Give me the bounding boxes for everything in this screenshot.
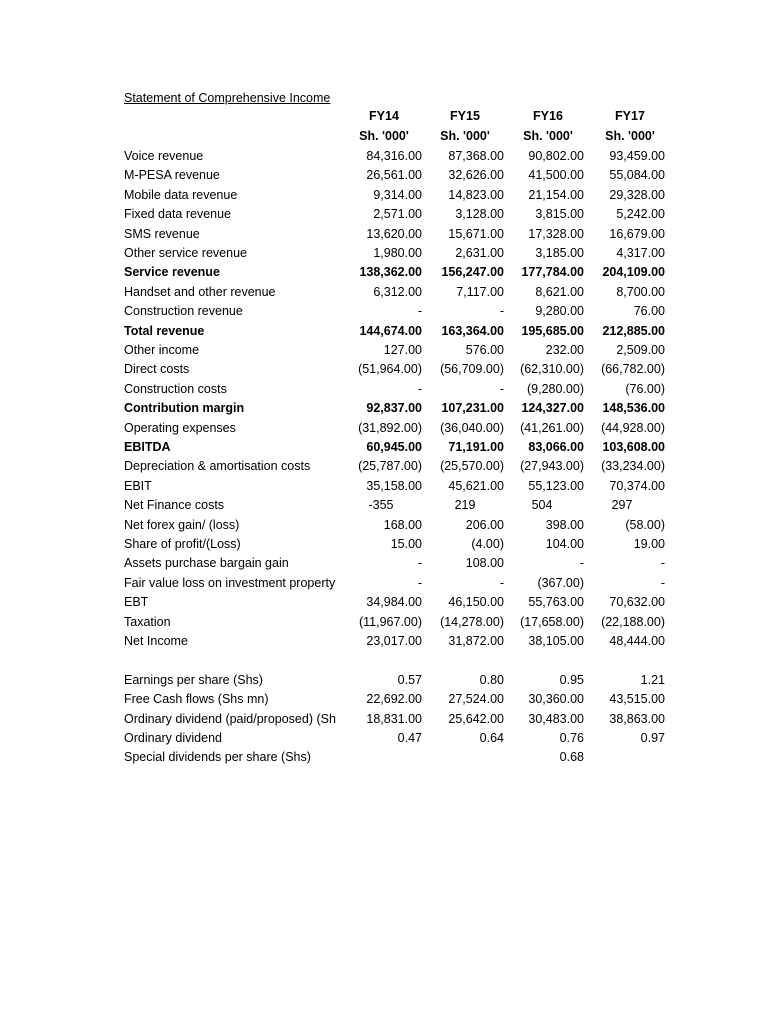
value-cell: 22,692.00 xyxy=(366,692,422,707)
row-label: Free Cash flows (Shs mn) xyxy=(124,692,269,707)
value-cell: 55,763.00 xyxy=(528,595,584,610)
value-cell: - xyxy=(660,575,665,590)
table-row xyxy=(0,574,768,593)
table-row xyxy=(0,671,768,690)
row-label: Service revenue xyxy=(124,265,220,280)
row-label: Special dividends per share (Shs) xyxy=(124,750,311,765)
value-cell: (76.00) xyxy=(625,381,665,396)
table-row xyxy=(0,147,768,166)
row-label: Earnings per share (Shs) xyxy=(124,672,263,687)
value-cell: 15.00 xyxy=(390,537,422,551)
row-label: Net Income xyxy=(124,634,188,648)
table-row xyxy=(0,244,768,263)
value-cell: (36,040.00) xyxy=(440,420,504,435)
value-cell: 55,123.00 xyxy=(528,478,584,493)
value-cell: 8,621.00 xyxy=(535,284,584,299)
value-cell: 219 xyxy=(454,498,476,513)
row-label: Construction costs xyxy=(124,381,227,396)
value-cell: 0.68 xyxy=(559,750,584,765)
year-header-row xyxy=(0,107,768,126)
value-cell: 138,362.00 xyxy=(359,265,422,280)
row-label: Other income xyxy=(124,343,200,357)
value-cell: 21,154.00 xyxy=(528,187,584,202)
value-cell: 163,364.00 xyxy=(441,323,504,338)
value-cell: 38,105.00 xyxy=(528,634,584,648)
value-cell: 83,066.00 xyxy=(528,440,584,454)
row-label: Share of profit/(Loss) xyxy=(124,537,241,551)
table-row xyxy=(0,613,768,632)
row-label: Construction revenue xyxy=(124,304,243,319)
value-cell: 104.00 xyxy=(545,537,584,551)
value-cell: 1.21 xyxy=(640,672,665,687)
value-cell: 177,784.00 xyxy=(521,265,584,280)
value-cell: 14,823.00 xyxy=(448,187,504,202)
value-cell: (14,278.00) xyxy=(440,614,504,629)
year-header: FY14 xyxy=(369,109,399,123)
value-cell: 168.00 xyxy=(383,517,422,532)
value-cell: 204,109.00 xyxy=(602,265,665,280)
value-cell: 8,700.00 xyxy=(616,284,665,299)
value-cell: (31,892.00) xyxy=(358,420,422,435)
value-cell: 15,671.00 xyxy=(448,226,504,241)
value-cell: 13,620.00 xyxy=(366,226,422,241)
row-label: Other service revenue xyxy=(124,246,247,260)
value-cell: (66,782.00) xyxy=(601,362,665,377)
table-row xyxy=(0,322,768,341)
table-row xyxy=(0,554,768,573)
value-cell: 0.80 xyxy=(479,672,504,687)
value-cell: 0.47 xyxy=(397,731,422,745)
table-row xyxy=(0,263,768,282)
value-cell: 297 xyxy=(611,498,633,513)
value-cell: 48,444.00 xyxy=(609,634,665,648)
row-label: Fair value loss on investment property xyxy=(124,575,336,590)
value-cell: 34,984.00 xyxy=(366,595,422,610)
value-cell: 46,150.00 xyxy=(448,595,504,610)
table-row xyxy=(0,457,768,476)
row-label: Total revenue xyxy=(124,323,205,338)
table-row xyxy=(0,690,768,709)
row-label: Mobile data revenue xyxy=(124,187,238,202)
value-cell: 5,242.00 xyxy=(616,207,665,222)
value-cell: 90,802.00 xyxy=(528,149,584,163)
unit-header: Sh. '000' xyxy=(605,129,655,143)
table-row xyxy=(0,283,768,302)
value-cell: 19.00 xyxy=(633,537,665,551)
row-label: Depreciation & amortisation costs xyxy=(124,459,311,474)
value-cell: 17,328.00 xyxy=(528,226,584,241)
table-row xyxy=(0,302,768,321)
value-cell: 9,314.00 xyxy=(373,187,422,202)
value-cell: 70,374.00 xyxy=(609,478,665,493)
row-label: Taxation xyxy=(124,614,171,629)
value-cell: (17,658.00) xyxy=(520,614,584,629)
value-cell: (41,261.00) xyxy=(520,420,584,435)
value-cell: 2,571.00 xyxy=(373,207,422,222)
value-cell: 23,017.00 xyxy=(366,634,422,648)
value-cell: (25,787.00) xyxy=(358,459,422,474)
table-row xyxy=(0,496,768,515)
statement-title: Statement of Comprehensive Income xyxy=(124,91,331,105)
spacer-row xyxy=(0,651,768,670)
value-cell: (9,280.00) xyxy=(527,381,584,396)
row-label: Contribution margin xyxy=(124,401,245,416)
value-cell: (56,709.00) xyxy=(440,362,504,377)
table-row xyxy=(0,516,768,535)
value-cell: - xyxy=(417,304,422,319)
value-cell: 27,524.00 xyxy=(448,692,504,707)
value-cell: 70,632.00 xyxy=(609,595,665,610)
row-label: EBIT xyxy=(124,478,152,493)
value-cell: 38,863.00 xyxy=(609,711,665,726)
table-row xyxy=(0,632,768,651)
table-row xyxy=(0,535,768,554)
value-cell: - xyxy=(660,556,665,571)
row-label: EBT xyxy=(124,595,149,610)
value-cell: 107,231.00 xyxy=(441,401,504,416)
row-label: Ordinary dividend (paid/proposed) (Sh xyxy=(124,711,336,726)
year-header: FY15 xyxy=(450,109,480,123)
row-label: EBITDA xyxy=(124,440,171,454)
table-row xyxy=(0,593,768,612)
value-cell: 9,280.00 xyxy=(535,304,584,319)
value-cell: 124,327.00 xyxy=(521,401,584,416)
value-cell: 84,316.00 xyxy=(366,149,422,163)
year-header: FY17 xyxy=(615,109,645,123)
value-cell: 92,837.00 xyxy=(366,401,422,416)
value-cell: 0.95 xyxy=(559,672,584,687)
value-cell: (27,943.00) xyxy=(520,459,584,474)
table-row xyxy=(0,186,768,205)
value-cell: (51,964.00) xyxy=(358,362,422,377)
value-cell: 71,191.00 xyxy=(448,440,504,454)
value-cell: 3,815.00 xyxy=(535,207,584,222)
value-cell: 144,674.00 xyxy=(359,323,422,338)
value-cell: 6,312.00 xyxy=(373,284,422,299)
value-cell: (25,570.00) xyxy=(440,459,504,474)
value-cell: 108.00 xyxy=(465,556,504,571)
value-cell: 45,621.00 xyxy=(448,478,504,493)
unit-header: Sh. '000' xyxy=(440,129,490,143)
value-cell: (44,928.00) xyxy=(601,420,665,435)
value-cell: 30,483.00 xyxy=(528,711,584,726)
value-cell: 41,500.00 xyxy=(528,168,584,183)
row-label: Net Finance costs xyxy=(124,498,225,513)
value-cell: 87,368.00 xyxy=(448,149,504,163)
unit-header: Sh. '000' xyxy=(359,129,409,143)
value-cell: 195,685.00 xyxy=(521,323,584,338)
value-cell: 29,328.00 xyxy=(609,187,665,202)
table-row xyxy=(0,166,768,185)
value-cell: - xyxy=(579,556,584,571)
value-cell: 25,642.00 xyxy=(448,711,504,726)
table-row xyxy=(0,477,768,496)
value-cell: 76.00 xyxy=(633,304,665,319)
value-cell: 156,247.00 xyxy=(441,265,504,280)
value-cell: 31,872.00 xyxy=(448,634,504,648)
row-label: Assets purchase bargain gain xyxy=(124,556,289,571)
value-cell: - xyxy=(417,556,422,571)
value-cell: 398.00 xyxy=(545,517,584,532)
table-row xyxy=(0,360,768,379)
row-label: Voice revenue xyxy=(124,149,204,163)
value-cell: 2,631.00 xyxy=(455,246,504,260)
value-cell: 2,509.00 xyxy=(616,343,665,357)
value-cell: (11,967.00) xyxy=(358,614,422,629)
value-cell: 504 xyxy=(531,498,553,513)
value-cell: 148,536.00 xyxy=(602,401,665,416)
value-cell: 0.97 xyxy=(640,731,665,745)
table-row xyxy=(0,710,768,729)
value-cell: - xyxy=(499,575,504,590)
value-cell: 206.00 xyxy=(465,517,504,532)
value-cell: 212,885.00 xyxy=(602,323,665,338)
value-cell: 32,626.00 xyxy=(448,168,504,183)
table-row xyxy=(0,419,768,438)
value-cell: 93,459.00 xyxy=(609,149,665,163)
value-cell: 0.64 xyxy=(479,731,504,745)
value-cell: 232.00 xyxy=(545,343,584,357)
value-cell: 18,831.00 xyxy=(366,711,422,726)
value-cell: (33,234.00) xyxy=(601,459,665,474)
value-cell: (367.00) xyxy=(537,575,584,590)
value-cell: - xyxy=(499,381,504,396)
value-cell: (62,310.00) xyxy=(520,362,584,377)
unit-header: Sh. '000' xyxy=(523,129,573,143)
value-cell: 1,980.00 xyxy=(373,246,422,260)
table-row xyxy=(0,399,768,418)
row-label: Direct costs xyxy=(124,362,190,377)
unit-header-row xyxy=(0,127,768,146)
value-cell: 55,084.00 xyxy=(609,168,665,183)
table-row xyxy=(0,205,768,224)
value-cell: -355 xyxy=(368,498,394,513)
table-row xyxy=(0,380,768,399)
table-row xyxy=(0,748,768,767)
row-label: Fixed data revenue xyxy=(124,207,232,222)
value-cell: 576.00 xyxy=(465,343,504,357)
value-cell: 16,679.00 xyxy=(609,226,665,241)
row-label: Handset and other revenue xyxy=(124,284,276,299)
value-cell: 0.76 xyxy=(559,731,584,745)
value-cell: - xyxy=(417,575,422,590)
value-cell: 7,117.00 xyxy=(456,284,504,299)
value-cell: 35,158.00 xyxy=(366,478,422,493)
value-cell: 4,317.00 xyxy=(616,246,665,260)
value-cell: 30,360.00 xyxy=(528,692,584,707)
value-cell: (22,188.00) xyxy=(601,614,665,629)
table-row xyxy=(0,341,768,360)
value-cell: (58.00) xyxy=(625,517,665,532)
value-cell: 26,561.00 xyxy=(366,168,422,183)
value-cell: - xyxy=(417,381,422,396)
value-cell: 103,608.00 xyxy=(602,440,665,454)
row-label: Operating expenses xyxy=(124,420,236,435)
value-cell: 3,185.00 xyxy=(535,246,584,260)
value-cell: 127.00 xyxy=(383,343,422,357)
row-label: SMS revenue xyxy=(124,226,200,241)
row-label: Ordinary dividend xyxy=(124,731,222,745)
value-cell: 0.57 xyxy=(397,672,422,687)
value-cell: - xyxy=(499,304,504,319)
table-row xyxy=(0,729,768,748)
table-row xyxy=(0,438,768,457)
table-row xyxy=(0,225,768,244)
row-label: M-PESA revenue xyxy=(124,168,220,183)
value-cell: 60,945.00 xyxy=(366,440,422,454)
value-cell: 3,128.00 xyxy=(455,207,504,222)
row-label: Net forex gain/ (loss) xyxy=(124,517,240,532)
year-header: FY16 xyxy=(533,109,563,123)
value-cell: 43,515.00 xyxy=(609,692,665,707)
value-cell: (4.00) xyxy=(471,537,504,551)
